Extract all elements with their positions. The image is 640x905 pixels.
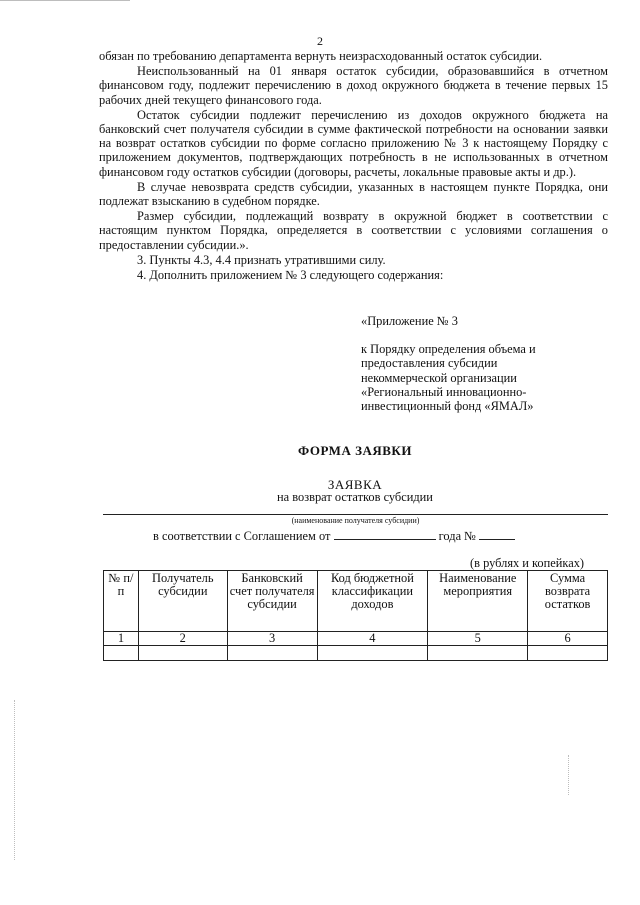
empty-cell [317,646,428,661]
index-cell-2: 2 [138,632,227,646]
appendix-title: «Приложение № 3 [361,314,458,328]
table-row [104,646,608,661]
agreement-mid: года № [438,529,476,543]
agreement-number-blank [479,527,515,540]
appendix-line-1: к Порядку определения объема и [361,342,536,357]
units-note: (в рублях и копейках) [470,556,585,570]
paragraph-4: В случае невозврата средств субсидии, указанных в настоящем пункте Порядка, они подлежат взысканию в судебном порядке. [99,179,608,209]
empty-cell [104,646,139,661]
paragraph-5: Размер субсидии, подлежащий возврату в окружной бюджет в соответствии с настоящим пунктом Порядка, определяется в соответствии с условиями соглашения о предоставлении субсидии.». [99,209,608,252]
table-index-row [104,632,608,646]
col-header-recipient: Получатель субсидии [138,571,227,632]
appendix-line-2: предоставления субсидии [361,356,498,371]
empty-cell [528,646,608,661]
paragraph-item-3: 3. Пункты 4.3, 4.4 признать утратившими силу. [137,252,386,267]
body-text [99,49,608,283]
appendix-line-3: некоммерческой организации [361,370,517,385]
index-cell-4: 4 [317,632,428,646]
scan-artifact-right [568,755,570,795]
col-header-amount: Сумма возврата остатков [528,571,608,632]
form-title: ФОРМА ЗАЯВКИ [298,443,412,458]
appendix-line-4: «Региональный инновационно- [361,384,527,399]
paragraph-1: обязан по требованию департамента вернуть неизрасходованный остаток субсидии. [99,49,543,63]
return-request-table [103,570,608,661]
index-cell-1: 1 [104,632,139,646]
scan-artifact-left [14,700,16,860]
appendix-subtitle [361,342,601,413]
scan-top-line [0,0,130,1]
agreement-line [153,527,515,544]
col-header-activity: Наименование мероприятия [428,571,528,632]
col-header-bank-account: Банковский счет получателя субсидии [227,571,317,632]
page-number: 2 [317,34,323,48]
form-subheading: на возврат остатков субсидии [277,490,433,504]
empty-cell [138,646,227,661]
index-cell-6: 6 [528,632,608,646]
paragraph-2: Неиспользованный на 01 января остаток субсидии, образовавшийся в отчетном финансовом году, подлежит перечислению в доход окружного бюджета в течение первых 15 рабочих дней текущего финансового года. [99,64,608,107]
recipient-name-line [103,514,608,515]
empty-cell [227,646,317,661]
agreement-prefix: в соответствии с Соглашением от [153,529,331,543]
col-header-budget-code: Код бюджетной классификации доходов [317,571,428,632]
agreement-date-blank [334,527,436,540]
appendix-line-5: инвестиционный фонд «ЯМАЛ» [361,399,534,414]
paragraph-3: Остаток субсидии подлежит перечислению из доходов окружного бюджета на банковский счет получателя субсидии в сумме фактической потребности на основании заявки на возврат остатков субсидии по форме согласно приложению № 3 к настоящему Порядку с приложением документов, подтверждающих потребность в не использованных в отчетном финансовом году остатков субсидии (договоры, расчеты, локальные правовые акты и др.). [99,107,608,179]
appendix-heading-block [361,314,601,413]
col-header-number: № п/п [104,571,139,632]
empty-cell [428,646,528,661]
form-heading: ЗАЯВКА [327,477,383,492]
index-cell-5: 5 [428,632,528,646]
table-header-row [104,571,608,632]
recipient-caption: (наименование получателя субсидии) [291,516,420,525]
paragraph-item-4: 4. Дополнить приложением № 3 следующего содержания: [137,268,444,283]
index-cell-3: 3 [227,632,317,646]
